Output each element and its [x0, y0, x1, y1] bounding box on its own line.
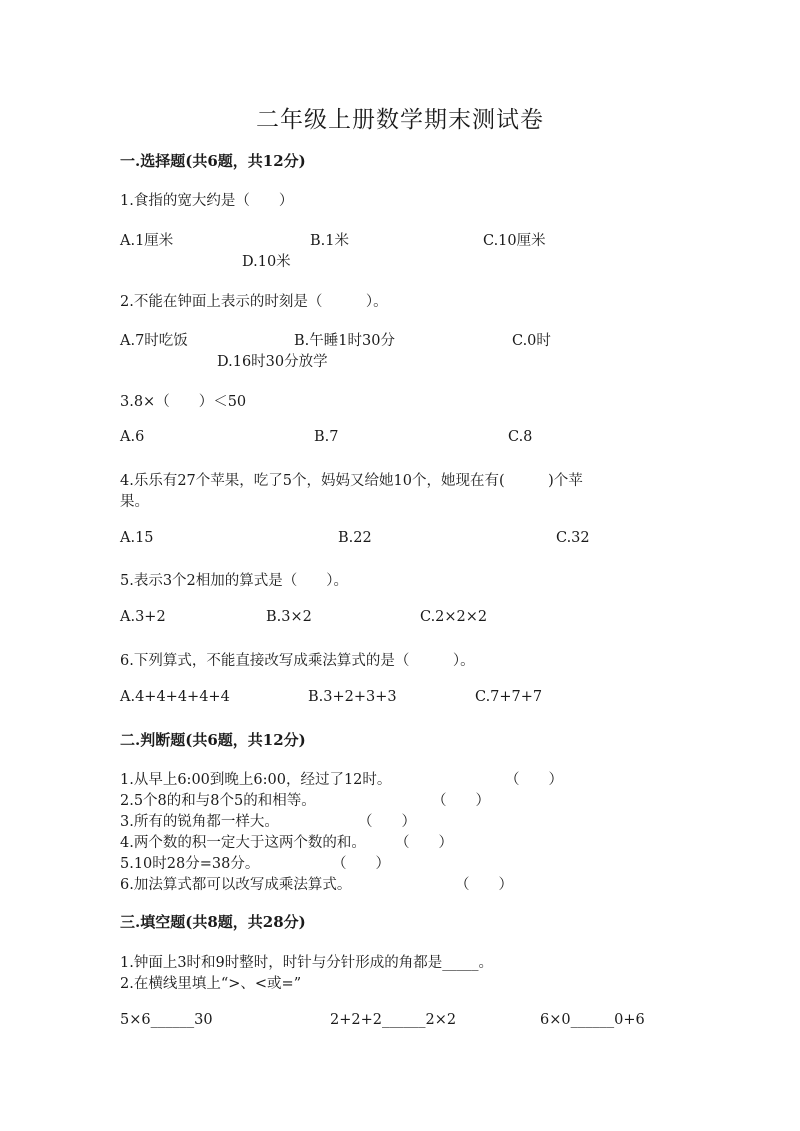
section-heading-judgement: 二.判断题(共6题，共12分): [120, 731, 306, 749]
question-text: 3.8×（ ）＜50: [120, 394, 247, 410]
question-text: 果。: [120, 494, 149, 510]
answer-bracket: （ ）: [432, 793, 490, 809]
option: A.4+4+4+4+4: [120, 689, 230, 705]
fill-question: 1.钟面上3时和9时整时，时针与分针形成的角都是_____。: [120, 955, 494, 971]
option: C.2×2×2: [420, 609, 488, 625]
option: C.0时: [512, 333, 551, 349]
answer-bracket: （ ）: [455, 877, 513, 893]
question-text: 1.食指的宽大约是（ ）: [120, 193, 294, 209]
option: A.1厘米: [120, 233, 174, 249]
fill-expression: 6×0______0+6: [540, 1012, 645, 1028]
fill-expression: 5×6______30: [120, 1012, 213, 1028]
question-text: 4.乐乐有27个苹果，吃了5个，妈妈又给她10个，她现在有( )个苹: [120, 473, 583, 489]
option: A.6: [120, 429, 145, 445]
judgement-item: 2.5个8的和与8个5的和相等。: [120, 793, 316, 809]
option: D.10米: [242, 254, 291, 270]
option: A.7时吃饭: [120, 333, 188, 349]
option: B.7: [314, 429, 339, 445]
option: A.15: [120, 530, 154, 546]
option: A.3+2: [120, 609, 166, 625]
section-heading-choice: 一.选择题(共6题，共12分): [120, 152, 306, 170]
judgement-item: 3.所有的锐角都一样大。: [120, 814, 279, 830]
answer-bracket: （ ）: [505, 772, 563, 788]
section-heading-fill: 三.填空题(共8题，共28分): [120, 913, 306, 931]
option: B.3+2+3+3: [308, 689, 397, 705]
fill-expression: 2+2+2______2×2: [330, 1012, 457, 1028]
judgement-item: 6.加法算式都可以改写成乘法算式。: [120, 877, 352, 893]
question-text: 2.不能在钟面上表示的时刻是（ ）。: [120, 294, 388, 310]
answer-bracket: （ ）: [332, 856, 390, 872]
option: B.午睡1时30分: [294, 333, 395, 349]
fill-question: 2.在横线里填上“>、<或=”: [120, 976, 302, 992]
judgement-item: 1.从早上6:00到晚上6:00，经过了12时。: [120, 772, 392, 788]
answer-bracket: （ ）: [395, 835, 453, 851]
option: C.32: [556, 530, 590, 546]
option: B.22: [338, 530, 372, 546]
option: B.3×2: [266, 609, 312, 625]
option: C.10厘米: [483, 233, 546, 249]
option: B.1米: [310, 233, 349, 249]
question-text: 5.表示3个2相加的算式是（ ）。: [120, 573, 349, 589]
answer-bracket: （ ）: [358, 814, 416, 830]
page-title: 二年级上册数学期末测试卷: [256, 107, 544, 133]
question-text: 6.下列算式，不能直接改写成乘法算式的是（ ）。: [120, 653, 475, 669]
option: C.8: [508, 429, 533, 445]
option: C.7+7+7: [475, 689, 543, 705]
option: D.16时30分放学: [217, 354, 328, 370]
judgement-item: 5.10时28分=38分。: [120, 856, 260, 872]
judgement-item: 4.两个数的积一定大于这两个数的和。: [120, 835, 366, 851]
